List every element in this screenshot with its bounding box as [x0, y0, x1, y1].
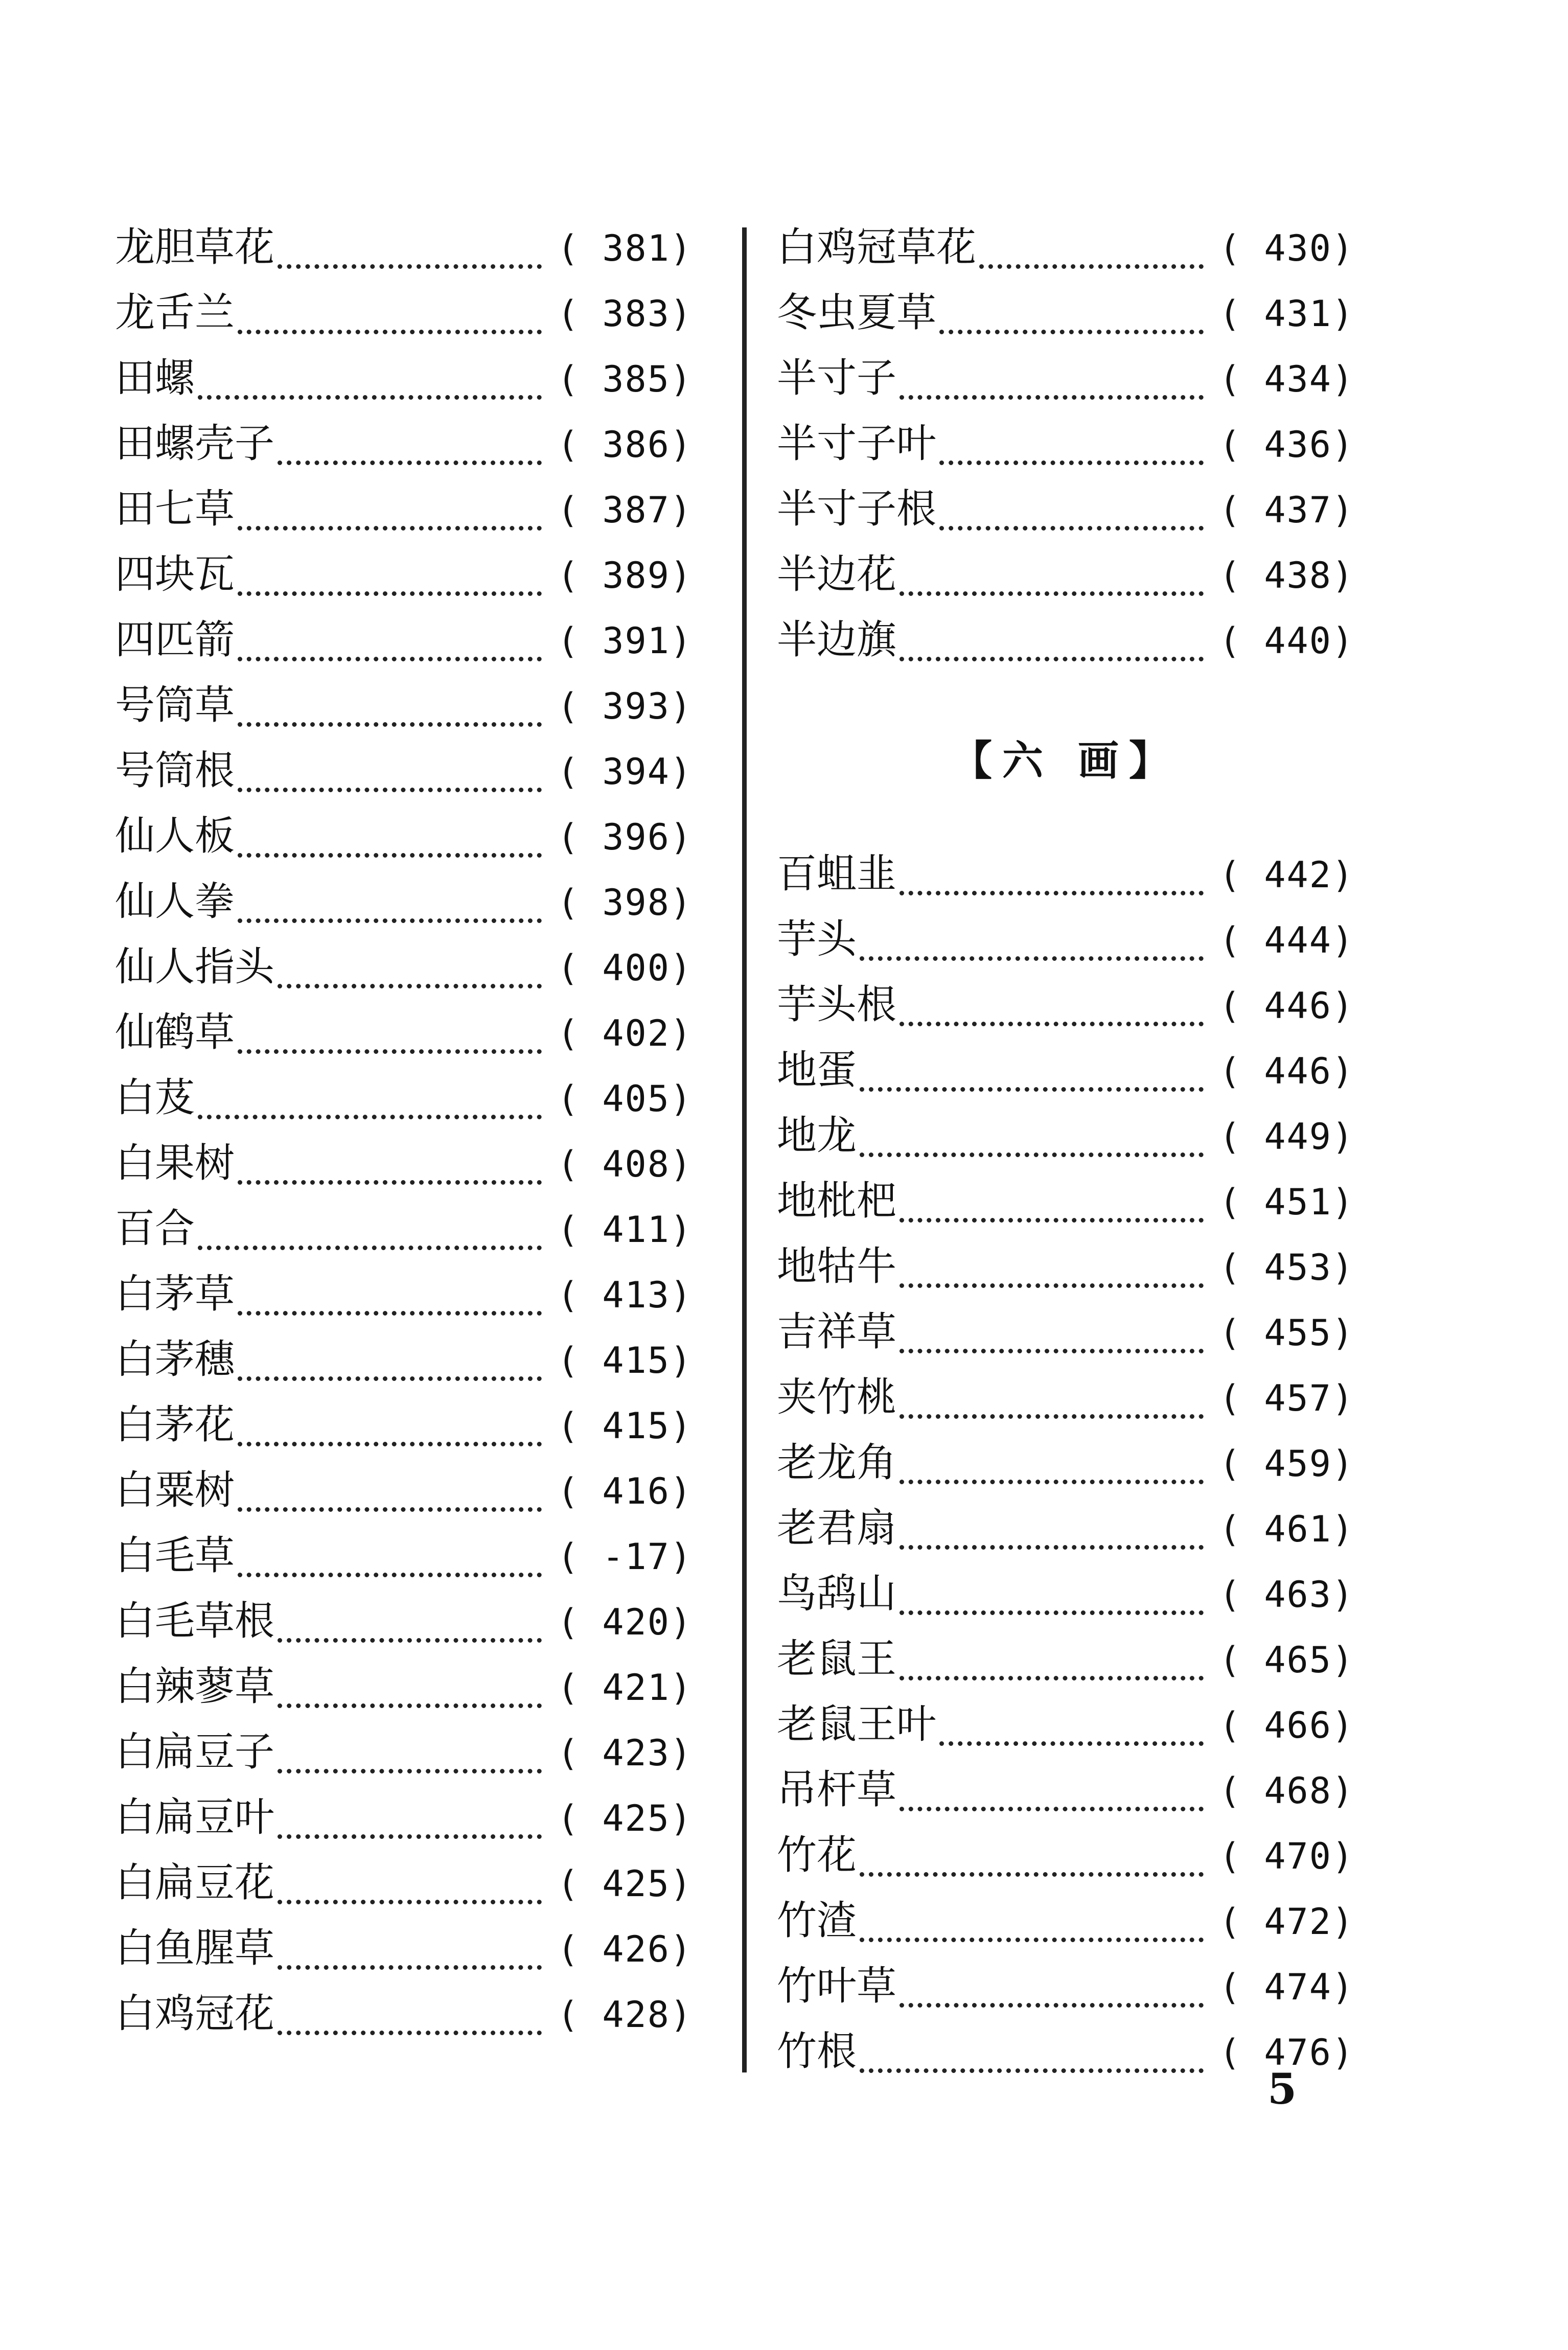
entry-name: 龙舌兰	[115, 290, 235, 336]
dot-leader	[198, 1114, 542, 1119]
entry-page-number: ( 381)	[557, 227, 693, 269]
dot-leader	[939, 329, 1204, 334]
entry-name: 田七草	[115, 486, 235, 532]
entry-name: 白辣蓼草	[115, 1664, 275, 1710]
entry-name: 老君扇	[777, 1505, 897, 1551]
section-heading-six-strokes: 【六 画】	[951, 736, 1180, 785]
dot-leader	[900, 1806, 1204, 1811]
entry-name: 号筒草	[115, 682, 235, 728]
entry-name: 白扁豆子	[115, 1729, 275, 1775]
dot-leader	[198, 395, 542, 400]
dot-leader	[900, 890, 1204, 895]
entry-page-number: ( 434)	[1219, 358, 1354, 400]
index-entry	[777, 607, 1354, 673]
dot-leader	[278, 1638, 542, 1643]
entry-page-number: ( 465)	[1219, 1639, 1354, 1681]
entry-page-number: ( 455)	[1219, 1312, 1354, 1354]
entry-page-number: ( 420)	[557, 1601, 693, 1643]
entry-name: 竹渣	[777, 1898, 857, 1944]
entry-name: 四块瓦	[115, 551, 235, 597]
entry-page-number: ( 423)	[557, 1732, 693, 1774]
entry-page-number: ( 385)	[557, 358, 693, 400]
dot-leader	[900, 1545, 1204, 1550]
entry-page-number: ( 387)	[557, 489, 693, 531]
dot-leader	[939, 525, 1204, 531]
entry-page-number: ( 425)	[557, 1863, 693, 1905]
entry-name: 老鼠王叶	[777, 1701, 937, 1747]
entry-page-number: ( 421)	[557, 1667, 693, 1709]
index-entry	[777, 1888, 1354, 1953]
entry-name: 白粟树	[115, 1467, 235, 1513]
dot-leader	[939, 460, 1204, 465]
dot-leader	[238, 1572, 542, 1577]
entry-page-number: ( 415)	[557, 1340, 693, 1381]
dot-leader	[860, 2068, 1204, 2073]
entry-name: 白茅花	[115, 1402, 235, 1448]
index-entry	[777, 1430, 1354, 1495]
index-entry	[115, 1588, 693, 1654]
dot-leader	[238, 1441, 542, 1446]
dot-leader	[238, 656, 542, 661]
index-entry	[115, 1327, 693, 1392]
dot-leader	[278, 1834, 542, 1839]
entry-name: 白鸡冠花	[115, 1991, 275, 2037]
index-entry	[115, 738, 693, 803]
index-entry	[777, 1953, 1354, 2019]
entry-name: 龙胆草花	[115, 224, 275, 270]
index-entry	[777, 1495, 1354, 1561]
entry-name: 半边花	[777, 551, 897, 597]
index-entry	[777, 1823, 1354, 1888]
right-index-column	[777, 215, 1354, 2084]
entry-page-number: ( -17)	[557, 1536, 693, 1578]
index-entry	[777, 1561, 1354, 1626]
index-entry	[777, 1365, 1354, 1430]
entry-page-number: ( 476)	[1219, 2032, 1354, 2073]
index-entry	[777, 411, 1354, 476]
entry-name: 白芨	[115, 1075, 195, 1121]
index-entry	[115, 476, 693, 542]
entry-page-number: ( 436)	[1219, 424, 1354, 466]
entry-name: 吊杆草	[777, 1767, 897, 1813]
index-entry	[777, 476, 1354, 542]
dot-leader	[238, 918, 542, 923]
dot-leader	[238, 722, 542, 727]
entry-page-number: ( 472)	[1219, 1901, 1354, 1943]
dot-leader	[238, 1507, 542, 1512]
dot-leader	[238, 329, 542, 334]
dot-leader	[900, 656, 1204, 661]
entry-page-number: ( 446)	[1219, 1050, 1354, 1092]
entry-page-number: ( 474)	[1219, 1966, 1354, 2008]
entry-name: 号筒根	[115, 748, 235, 794]
entry-name: 田螺	[115, 355, 195, 401]
entry-name: 白扁豆花	[115, 1860, 275, 1906]
entry-page-number: ( 459)	[1219, 1443, 1354, 1485]
dot-leader	[900, 2002, 1204, 2008]
entry-page-number: ( 463)	[1219, 1574, 1354, 1616]
entry-page-number: ( 411)	[557, 1209, 693, 1251]
index-entry	[115, 869, 693, 934]
index-entry	[115, 673, 693, 738]
entry-page-number: ( 470)	[1219, 1835, 1354, 1877]
dot-leader	[278, 983, 542, 988]
entry-page-number: ( 437)	[1219, 489, 1354, 531]
entry-name: 芋头	[777, 916, 857, 962]
index-entry	[115, 1000, 693, 1065]
dot-leader	[979, 264, 1204, 269]
entry-name: 仙鹤草	[115, 1009, 235, 1055]
entry-page-number: ( 453)	[1219, 1247, 1354, 1288]
dot-leader	[900, 1414, 1204, 1419]
dot-leader	[900, 1283, 1204, 1288]
entry-page-number: ( 449)	[1219, 1116, 1354, 1158]
dot-leader	[278, 1965, 542, 1970]
left-index-column	[115, 215, 693, 2046]
entry-name: 竹花	[777, 1832, 857, 1878]
entry-page-number: ( 430)	[1219, 227, 1354, 269]
page-number: 5	[1267, 2065, 1297, 2114]
index-entry	[777, 907, 1354, 972]
index-entry	[115, 280, 693, 345]
dot-leader	[900, 1348, 1204, 1353]
index-entry	[115, 1981, 693, 2046]
dot-leader	[900, 1675, 1204, 1680]
dot-leader	[278, 264, 542, 269]
entry-page-number: ( 416)	[557, 1470, 693, 1512]
dot-leader	[238, 1310, 542, 1316]
index-entry	[777, 1234, 1354, 1299]
index-entry	[115, 607, 693, 673]
index-entry	[777, 1168, 1354, 1234]
entry-page-number: ( 402)	[557, 1012, 693, 1054]
entry-page-number: ( 386)	[557, 424, 693, 466]
dot-leader	[238, 1180, 542, 1185]
entry-page-number: ( 451)	[1219, 1181, 1354, 1223]
entry-name: 地龙	[777, 1113, 857, 1159]
entry-name: 冬虫夏草	[777, 290, 937, 336]
entry-name: 白鸡冠草花	[777, 224, 977, 270]
index-entry	[115, 345, 693, 411]
index-entry	[115, 803, 693, 869]
entry-page-number: ( 393)	[557, 685, 693, 727]
index-entry	[777, 1757, 1354, 1823]
entry-page-number: ( 457)	[1219, 1377, 1354, 1419]
index-entry	[777, 345, 1354, 411]
index-entry	[777, 280, 1354, 345]
index-entry	[777, 215, 1354, 280]
entry-page-number: ( 425)	[557, 1798, 693, 1839]
index-entry	[777, 972, 1354, 1038]
dot-leader	[860, 1087, 1204, 1092]
index-entry	[777, 1038, 1354, 1103]
entry-name: 仙人指头	[115, 944, 275, 990]
entry-page-number: ( 389)	[557, 555, 693, 596]
entry-page-number: ( 408)	[557, 1143, 693, 1185]
entry-page-number: ( 396)	[557, 816, 693, 858]
entry-name: 吉祥草	[777, 1309, 897, 1355]
entry-name: 半寸子	[777, 355, 897, 401]
dot-leader	[900, 591, 1204, 596]
dot-leader	[278, 1768, 542, 1773]
index-entry	[115, 1458, 693, 1523]
index-entry	[115, 1850, 693, 1916]
entry-page-number: ( 466)	[1219, 1704, 1354, 1746]
dot-leader	[238, 525, 542, 531]
entry-name: 白茅穗	[115, 1337, 235, 1383]
index-entry	[115, 1785, 693, 1850]
index-entry	[777, 841, 1354, 907]
entry-name: 仙人板	[115, 813, 235, 859]
entry-name: 白扁豆叶	[115, 1794, 275, 1840]
entry-page-number: ( 431)	[1219, 293, 1354, 335]
entry-page-number: ( 461)	[1219, 1508, 1354, 1550]
dot-leader	[278, 1703, 542, 1708]
dot-leader	[238, 1049, 542, 1054]
entry-page-number: ( 413)	[557, 1274, 693, 1316]
entry-name: 竹叶草	[777, 1963, 897, 2009]
index-entry	[777, 1626, 1354, 1692]
entry-page-number: ( 426)	[557, 1928, 693, 1970]
index-entry	[115, 542, 693, 607]
entry-name: 白毛草根	[115, 1598, 275, 1644]
entry-name: 地枇杷	[777, 1178, 897, 1224]
entry-name: 夹竹桃	[777, 1374, 897, 1420]
right-entries-top	[777, 215, 1354, 673]
index-entry	[115, 411, 693, 476]
dot-leader	[900, 1217, 1204, 1223]
entry-name: 仙人拳	[115, 879, 235, 925]
dot-leader	[860, 956, 1204, 961]
entry-name: 地牯牛	[777, 1243, 897, 1289]
entry-page-number: ( 383)	[557, 293, 693, 335]
index-entry	[115, 1196, 693, 1261]
dot-leader	[278, 460, 542, 465]
entry-page-number: ( 442)	[1219, 854, 1354, 896]
entry-name: 半寸子叶	[777, 421, 937, 467]
dot-leader	[238, 853, 542, 858]
entry-page-number: ( 400)	[557, 947, 693, 989]
dot-leader	[860, 1872, 1204, 1877]
entry-name: 鸟鸹山	[777, 1571, 897, 1617]
entry-page-number: ( 394)	[557, 751, 693, 793]
index-entry	[115, 1392, 693, 1458]
entry-page-number: ( 446)	[1219, 985, 1354, 1027]
dot-leader	[198, 1245, 542, 1250]
dot-leader	[238, 787, 542, 792]
entry-name: 老龙角	[777, 1440, 897, 1486]
right-entries-bottom	[777, 841, 1354, 2084]
entry-name: 白果树	[115, 1140, 235, 1186]
entry-name: 百合	[115, 1206, 195, 1252]
dot-leader	[900, 1479, 1204, 1484]
entry-page-number: ( 398)	[557, 882, 693, 924]
dot-leader	[939, 1741, 1204, 1746]
index-entry	[777, 1103, 1354, 1168]
column-divider	[742, 227, 747, 2072]
index-entry	[115, 1719, 693, 1785]
entry-page-number: ( 415)	[557, 1405, 693, 1447]
entry-name: 芋头根	[777, 982, 897, 1028]
index-entry	[115, 1654, 693, 1719]
entry-page-number: ( 440)	[1219, 620, 1354, 662]
index-entry	[115, 1065, 693, 1131]
dot-leader	[278, 2030, 542, 2035]
dot-leader	[900, 395, 1204, 400]
dot-leader	[860, 1152, 1204, 1157]
dot-leader	[238, 1376, 542, 1381]
entry-name: 白鱼腥草	[115, 1925, 275, 1971]
index-entry	[777, 542, 1354, 607]
entry-page-number: ( 428)	[557, 1994, 693, 2036]
entry-page-number: ( 405)	[557, 1078, 693, 1120]
entry-name: 老鼠王	[777, 1636, 897, 1682]
index-entry	[115, 215, 693, 280]
entry-page-number: ( 468)	[1219, 1770, 1354, 1812]
dot-leader	[860, 1937, 1204, 1942]
index-entry	[115, 1131, 693, 1196]
index-entry	[115, 1523, 693, 1588]
entry-name: 半寸子根	[777, 486, 937, 532]
entry-name: 白茅草	[115, 1271, 235, 1317]
index-entry	[777, 1692, 1354, 1757]
dot-leader	[900, 1021, 1204, 1026]
index-entry	[115, 934, 693, 1000]
dot-leader	[278, 1899, 542, 1904]
index-entry	[115, 1261, 693, 1327]
entry-name: 半边旗	[777, 617, 897, 663]
entry-name: 白毛草	[115, 1533, 235, 1579]
entry-name: 竹根	[777, 2029, 857, 2075]
entry-page-number: ( 438)	[1219, 555, 1354, 596]
dot-leader	[238, 591, 542, 596]
entry-page-number: ( 391)	[557, 620, 693, 662]
entry-page-number: ( 444)	[1219, 919, 1354, 961]
entry-name: 地蛋	[777, 1047, 857, 1093]
entry-name: 田螺壳子	[115, 421, 275, 467]
index-entry	[115, 1916, 693, 1981]
index-entry	[777, 1299, 1354, 1365]
dot-leader	[900, 1610, 1204, 1615]
entry-name: 四匹箭	[115, 617, 235, 663]
entry-name: 百蛆韭	[777, 851, 897, 897]
